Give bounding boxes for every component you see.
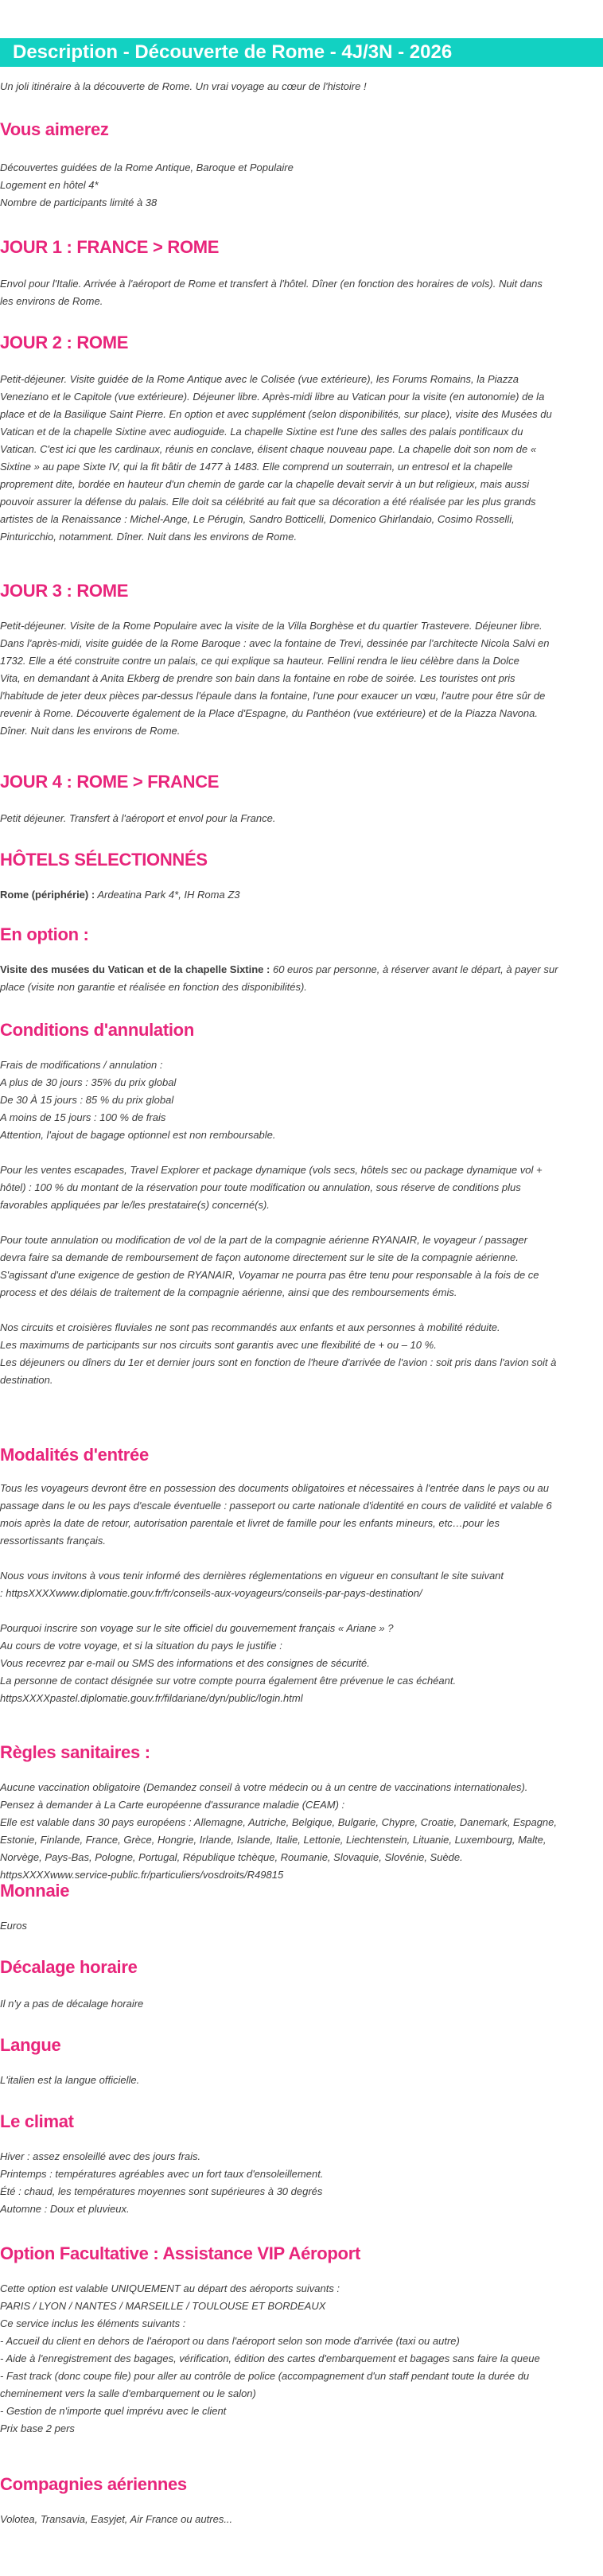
content-line: place et de la Basilique Saint Pierre. En option et avec supplément (selon disponibilités, sur place), visite des Musées du <box>0 408 552 420</box>
content-line: Attention, l'ajout de bagage optionnel est non remboursable. <box>0 1129 276 1141</box>
content-line: Sixtine » au pape Sixte IV, qui la fit bâtir de 1477 à 1483. Elle comprend un souterrain, un entresol et la chapelle <box>0 461 513 473</box>
content-line: Pourquoi inscrire son voyage sur le site officiel du gouvernement français « Ariane » ? <box>0 1622 394 1634</box>
section-heading: Conditions d'annulation <box>0 1020 194 1040</box>
content-line: favorables appliquées par le/les prestataire(s) concerné(s). <box>0 1199 270 1211</box>
content-line: Euros <box>0 1920 27 1932</box>
content-line: les environs de Rome. <box>0 295 103 307</box>
section-content <box>0 1779 589 1884</box>
content-line: Norvège, Pays-Bas, Pologne, Portugal, République tchèque, Roumanie, Slovaquie, Slovénie, Suède. <box>0 1851 463 1863</box>
section-content <box>0 371 589 546</box>
section-heading: Monnaie <box>0 1881 70 1901</box>
content-line: l'habitude de jeter deux pièces par-dessus l'épaule dans la fontaine, l'une pour exaucer un vœu, l'autre pour être sûr de <box>0 690 546 702</box>
section-content <box>0 1056 589 1389</box>
content-line: Petit-déjeuner. Visite de la Rome Populaire avec la visite de la Villa Borghèse et du quartier Trastevere. Déjeuner libre. <box>0 620 543 632</box>
content-line <box>0 886 589 904</box>
content-line: ressortissants français. <box>0 1535 106 1547</box>
content-line: Pour les ventes escapades, Travel Explorer et package dynamique (vols secs, hôtels sec ou package dynamique vol + <box>0 1164 543 1176</box>
content-line: Pinturicchio, notamment. Dîner. Nuit dans les environs de Rome. <box>0 531 298 543</box>
content-line: httpsXXXXpastel.diplomatie.gouv.fr/fildariane/dyn/public/login.html <box>0 1692 303 1704</box>
content-line: Envol pour l'Italie. Arrivée à l'aéroport de Rome et transfert à l'hôtel. Dîner (en fonction des horaires de vols). Nuit dans <box>0 278 543 290</box>
content-line: place (visite non garantie et réalisée en fonction des disponibilités). <box>0 981 307 993</box>
section-heading: JOUR 3 : ROME <box>0 581 129 601</box>
content-line: Petit-déjeuner. Visite guidée de la Rome Antique avec le Colisée (vue extérieure), les Forums Romains, la Piazza <box>0 373 519 385</box>
section-heading: Modalités d'entrée <box>0 1445 149 1465</box>
content-line: Découvertes guidées de la Rome Antique, Baroque et Populaire <box>0 161 294 173</box>
content-line: Nous vous invitons à vous tenir informé des dernières réglementations en vigueur en consultant le site suivant <box>0 1570 504 1582</box>
content-line: - Accueil du client en dehors de l'aéroport ou dans l'aéroport selon son mode d'arrivée (taxi ou autre) <box>0 2335 460 2347</box>
content-line: PARIS / LYON / NANTES / MARSEILLE / TOULOUSE ET BORDEAUX <box>0 2300 326 2312</box>
content-line: Petit déjeuner. Transfert à l'aéroport et envol pour la France. <box>0 812 276 824</box>
section-heading: Langue <box>0 2035 61 2055</box>
section-content <box>0 159 589 212</box>
content-line: mois après la date de retour, autorisation parentale et livret de famille pour les enfants mineurs, etc…pour les <box>0 1517 500 1529</box>
content-line: proprement dite, bordée en hauteur d'un chemin de garde car la chapelle devait servir à un but religieux, mais aussi <box>0 478 530 490</box>
content-text: Ardeatina Park 4*, IH Roma Z3 <box>95 889 240 901</box>
content-line: Printemps : températures agréables avec un fort taux d'ensoleillement. <box>0 2168 324 2180</box>
section-heading: JOUR 1 : FRANCE > ROME <box>0 237 220 257</box>
content-line: Vatican. C'est ici que les cardinaux, réunis en conclave, élisent chaque nouveau pape. La chapelle doit son nom de « <box>0 443 537 455</box>
content-line <box>0 961 589 979</box>
section-content <box>0 961 589 996</box>
content-line: Les maximums de participants sur nos circuits sont garantis avec une flexibilité de + ou – 10 %. <box>0 1339 437 1351</box>
content-line: Nombre de participants limité à 38 <box>0 197 158 208</box>
section-content <box>0 810 589 827</box>
section-content <box>0 1480 589 1707</box>
content-line <box>0 1214 589 1232</box>
content-line: pouvoir assurer la défense du palais. Elle doit sa célébrité au fait que sa décoration a été réalisée par les plus grands <box>0 496 536 508</box>
content-line: hôtel) : 100 % du montant de la réservation pour toute modification ou annulation, sous réserve de conditions plus <box>0 1181 521 1193</box>
content-line <box>0 1144 589 1162</box>
page-title: Description - Découverte de Rome - 4J/3N - 2026 <box>0 38 603 67</box>
content-line: - Aide à l'enregistrement des bagages, vérification, édition des cartes d'embarquement et bagages sans faire la queue <box>0 2352 540 2364</box>
content-line: Vous recevrez par e-mail ou SMS des informations et des consignes de sécurité. <box>0 1657 370 1669</box>
content-line: Hiver : assez ensoleillé avec des jours frais. <box>0 2150 201 2162</box>
content-line: Volotea, Transavia, Easyjet, Air France ou autres... <box>0 2513 233 2525</box>
content-line: Dîner. Nuit dans les environs de Rome. <box>0 725 181 737</box>
section-content <box>0 2511 589 2528</box>
content-line: Elle est valable dans 30 pays européens : Allemagne, Autriche, Belgique, Bulgarie, Chypre, Croatie, Danemark, Espagne, <box>0 1816 557 1828</box>
content-line <box>0 1302 589 1319</box>
content-line: A moins de 15 jours : 100 % de frais <box>0 1111 166 1123</box>
content-line: Nos circuits et croisières fluviales ne sont pas recommandés aux enfants et aux personnes à mobilité réduite. <box>0 1321 500 1333</box>
section-content <box>0 886 589 904</box>
content-line: Logement en hôtel 4* <box>0 179 99 191</box>
content-line: Été : chaud, les températures moyennes sont supérieures à 30 degrés <box>0 2185 323 2197</box>
content-line: Cette option est valable UNIQUEMENT au départ des aéroports suivants : <box>0 2282 340 2294</box>
content-line: Tous les voyageurs devront être en possession des documents obligatoires et nécessaires à l'entrée dans le pays ou au <box>0 1482 549 1494</box>
section-heading: En option : <box>0 924 89 944</box>
section-heading: Vous aimerez <box>0 119 109 139</box>
content-line: Pensez à demander à La Carte européenne d'assurance maladie (CEAM) : <box>0 1799 345 1811</box>
section-heading: HÔTELS SÉLECTIONNÉS <box>0 850 208 870</box>
section-content <box>0 2148 589 2218</box>
content-line: Vita, en demandant à Anita Ekberg de prendre son bain dans la fontaine en robe de soirée. Les touristes ont pris <box>0 672 515 684</box>
content-line: - Gestion de n'importe quel imprévu avec le client <box>0 2405 227 2417</box>
content-line: De 30 À 15 jours : 85 % du prix global <box>0 1094 174 1106</box>
content-line <box>0 1550 589 1567</box>
content-line: Vatican et de la chapelle Sixtine avec audioguide. La chapelle Sixtine est l'une des salles des palais pontificaux du <box>0 426 523 438</box>
content-line: Aucune vaccination obligatoire (Demandez conseil à votre médecin ou à un centre de vaccinations internationales). <box>0 1781 528 1793</box>
content-line: artistes de la Renaissance : Michel-Ange, Le Pérugin, Sandro Botticelli, Domenico Ghirlandaio, Cosimo Rosselli, <box>0 513 515 525</box>
section-content <box>0 275 589 310</box>
bold-label: Visite des musées du Vatican et de la chapelle Sixtine : <box>0 963 270 975</box>
content-line: httpsXXXXwww.service-public.fr/particuliers/vosdroits/R49815 <box>0 1869 284 1881</box>
content-line: Veneziano et le Capitole (vue extérieure). Déjeuner libre. Après-midi libre au Vatican pour la visite (en autonomie) de la <box>0 391 545 403</box>
section-content <box>0 617 589 740</box>
content-line: Frais de modifications / annulation : <box>0 1059 163 1071</box>
content-line: L'italien est la langue officielle. <box>0 2074 140 2086</box>
content-line: 1732. Elle a été construite contre un palais, ce qui explique sa hauteur. Fellini rendra le lieu célèbre dans la Dolce <box>0 655 519 667</box>
section-content <box>0 2072 589 2089</box>
content-line: : httpsXXXXwww.diplomatie.gouv.fr/fr/conseils-aux-voyageurs/conseils-par-pays-destination/ <box>0 1587 422 1599</box>
content-line: - Fast track (donc coupe file) pour aller au contrôle de police (accompagnement d'un staff pendant toute la durée du <box>0 2370 530 2382</box>
content-line: Dans l'après-midi, visite guidée de la Rome Baroque : avec la fontaine de Trevi, dessinée par l'architecte Nicola Salvi en <box>0 637 550 649</box>
section-heading: JOUR 4 : ROME > FRANCE <box>0 772 220 792</box>
content-line: Les déjeuners ou dîners du 1er et dernier jours sont en fonction de l'heure d'arrivée de l'avion : soit pris dans l'avion soit à <box>0 1356 557 1368</box>
section-heading: Décalage horaire <box>0 1957 138 1977</box>
section-content <box>0 1995 589 2013</box>
content-line: destination. <box>0 1374 53 1386</box>
content-line: passage dans le ou les pays d'escale éventuelle : passeport ou carte nationale d'identité en cours de validité et valable 6 <box>0 1500 552 1512</box>
content-line: Automne : Doux et pluvieux. <box>0 2203 130 2215</box>
content-line <box>0 1602 589 1620</box>
section-heading: Le climat <box>0 2111 74 2131</box>
content-line: Ce service inclus les éléments suivants : <box>0 2317 186 2329</box>
bold-label: Rome (périphérie) : <box>0 889 95 901</box>
content-line: revenir à Rome. Découverte également de la Place d'Espagne, du Panthéon (vue extérieure) et de la Piazza Navona. <box>0 707 538 719</box>
content-line: A plus de 30 jours : 35% du prix global <box>0 1076 177 1088</box>
content-line: S'agissant d'une exigence de gestion de RYANAIR, Voyamar ne pourra pas être tenu pour responsable à la fois de ce <box>0 1269 539 1281</box>
content-line: Il n'y a pas de décalage horaire <box>0 1998 144 2010</box>
section-heading: Règles sanitaires : <box>0 1742 150 1762</box>
content-line: La personne de contact désignée sur votre compte pourra également être prévenue le cas échéant. <box>0 1675 457 1687</box>
section-content <box>0 1917 589 1935</box>
section-heading: JOUR 2 : ROME <box>0 333 129 352</box>
intro-text: Un joli itinéraire à la découverte de Rome. Un vrai voyage au cœur de l'histoire ! <box>0 80 367 92</box>
section-content <box>0 2280 589 2438</box>
content-line: devra faire sa demande de remboursement de façon autonome directement sur le site de la compagnie aérienne. <box>0 1251 519 1263</box>
content-line: Au cours de votre voyage, et si la situation du pays le justifie : <box>0 1640 282 1652</box>
content-line: cheminement vers la salle d'embarquement ou le salon) <box>0 2387 256 2399</box>
content-line: process et des délais de traitement de la compagnie aérienne, ainsi que des remboursements émis. <box>0 1286 457 1298</box>
content-line: Pour toute annulation ou modification de vol de la part de la compagnie aérienne RYANAIR, le voyageur / passager <box>0 1234 527 1246</box>
section-heading: Compagnies aériennes <box>0 2474 187 2494</box>
section-heading: Option Facultative : Assistance VIP Aéroport <box>0 2243 360 2263</box>
content-text: 60 euros par personne, à réserver avant le départ, à payer sur <box>270 963 558 975</box>
content-line: Estonie, Finlande, France, Grèce, Hongrie, Irlande, Islande, Italie, Lettonie, Liechtenstein, Lituanie, Luxembourg, Malte, <box>0 1834 547 1846</box>
content-line: Prix base 2 pers <box>0 2422 75 2434</box>
